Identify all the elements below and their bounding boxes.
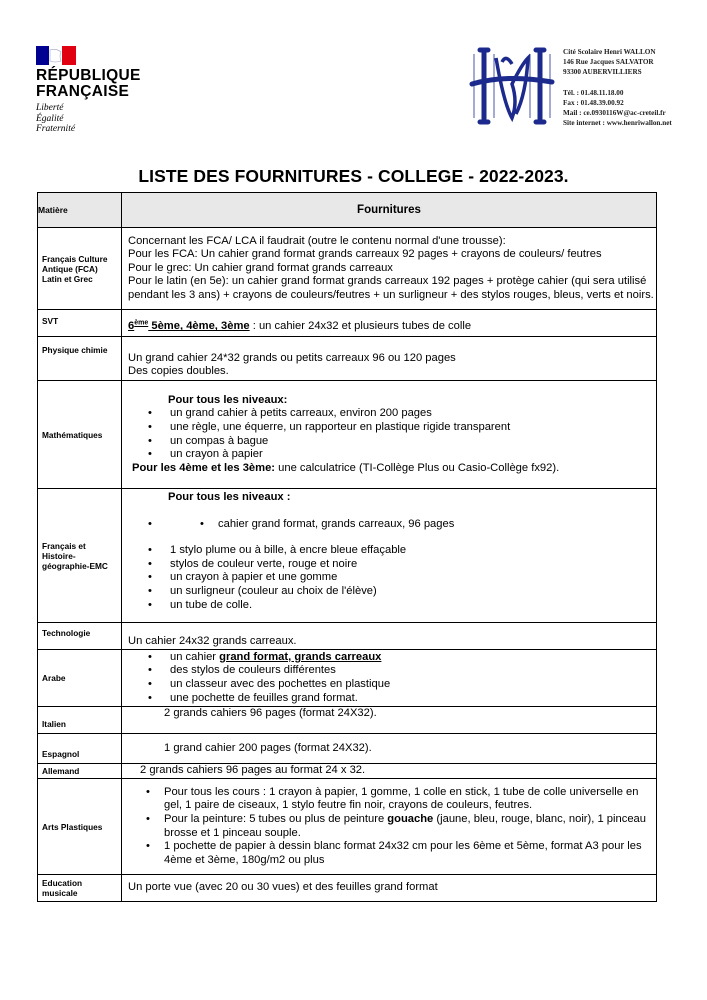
maths-list [128, 407, 656, 461]
school-address-2: 93300 AUBERVILLIERS [563, 68, 642, 77]
subject-cell: Technologie [38, 623, 122, 650]
subject-cell: Arabe [38, 650, 122, 707]
list-item: • Pour tous les cours : 1 crayon à papier, 1 gomme, 1 colle en stick, 1 tube de colle universelle en gel, 1 paire de ciseaux, 1 stylo feutre fin noir, crayons de couleurs, feutres. [128, 786, 656, 813]
maths-heading: Pour tous les niveaux: [168, 393, 288, 406]
motto-liberte: Liberté [36, 103, 64, 113]
svt-text: : un cahier 24x32 et plusieurs tubes de colle [249, 320, 472, 333]
table-header-row [38, 193, 657, 228]
subject-cell: SVT [38, 310, 122, 337]
list-item: • • cahier grand format, grands carreaux, 96 pages [128, 518, 656, 532]
school-website: Site internet : www.henriwallon.net [563, 119, 672, 128]
subject-cell: Mathématiques [38, 381, 122, 489]
table-row-arabe [38, 650, 657, 707]
supplies-cell: 2 grands cahiers 96 pages au format 24 x 32. [122, 764, 657, 779]
marianne-flag-icon [36, 46, 76, 65]
supplies-cell [122, 650, 657, 707]
supplies-cell [122, 310, 657, 337]
arts-item2-bold: gouache [387, 812, 434, 825]
arts-item2-b: (jaune, bleu, rouge, blanc, noir), 1 pinceau brosse et 1 pinceau souple. [164, 812, 646, 839]
supplies-cell [122, 228, 657, 310]
henri-wallon-logo [466, 44, 558, 130]
school-name: Cité Scolaire Henri WALLON [563, 48, 656, 56]
list-item: • une règle, une équerre, un rapporteur en plastique rigide transparent [128, 421, 656, 435]
header-supplies: Fournitures [122, 193, 657, 228]
fhg-list [128, 544, 656, 612]
list-item [128, 813, 656, 840]
subject-cell: Italien [38, 707, 122, 734]
table-row-svt [38, 310, 657, 337]
list-item [128, 651, 656, 665]
school-contact-info [563, 47, 672, 128]
table-row-espagnol [38, 734, 657, 764]
physique-line-2: Des copies doubles. [128, 365, 229, 378]
school-tel: Tél. : 01.48.11.18.00 [563, 88, 624, 97]
table-row-italien [38, 707, 657, 734]
table-row-musique [38, 875, 657, 902]
subject-cell: Espagnol [38, 734, 122, 764]
table-row-allemand [38, 764, 657, 779]
table-row-fca [38, 228, 657, 310]
supplies-cell [122, 489, 657, 623]
republic-name-line2: FRANÇAISE [36, 83, 130, 100]
republic-motto [36, 103, 146, 135]
list-item: • un surligneur (couleur au choix de l'élève) [128, 585, 656, 599]
arabe-list [128, 651, 656, 705]
arabe-first-plain: un cahier [170, 650, 220, 663]
school-fax: Fax : 01.48.39.00.92 [563, 98, 624, 107]
list-item: • un crayon à papier [128, 448, 656, 462]
school-mail: Mail : ce.0930116W@ac-creteil.fr [563, 109, 666, 118]
fca-line-4: Pour le latin (en 5e): un cahier grand format grands carreaux 192 pages + protège cahier (qui sera utilisé pendant les 3 ans) + crayons de couleurs/feutres + un surligneur + des stylos rouges, bleus, verts et noirs. [128, 275, 654, 301]
supplies-cell: 1 grand cahier 200 pages (format 24X32). [122, 734, 657, 764]
fca-line-1: Concernant les FCA/ LCA il faudrait (outre le contenu normal d'une trousse): [128, 234, 506, 247]
republique-francaise-logo [36, 46, 146, 135]
table-row-arts [38, 779, 657, 875]
subject-cell: Allemand [38, 764, 122, 779]
subject-cell: Physique chimie [38, 337, 122, 381]
subject-cell: Français Culture Antique (FCA) Latin et Grec [38, 228, 122, 310]
svt-levels: 5ème, 4ème, 3ème [148, 320, 250, 333]
physique-line-1: Un grand cahier 24*32 grands ou petits carreaux 96 ou 120 pages [128, 351, 456, 364]
list-item: • un tube de colle. [128, 599, 656, 613]
list-item: • 1 pochette de papier à dessin blanc format 24x32 cm pour les 6ème et 5ème, format A3 pour les 4ème et 3ème, 180g/m2 ou plus [128, 840, 656, 867]
list-item: • 1 stylo plume ou à bille, à encre bleue effaçable [128, 544, 656, 558]
maths-levels-label: Pour les 4ème et les 3ème: [132, 461, 276, 474]
arts-item2-a: Pour la peinture: 5 tubes ou plus de peinture [164, 812, 388, 825]
supplies-cell [122, 381, 657, 489]
table-row-physique [38, 337, 657, 381]
header-subject: Matière [38, 193, 122, 228]
school-address-1: 146 Rue Jacques SALVATOR [563, 58, 654, 67]
maths-levels-text: une calculatrice (TI-Collège Plus ou Casio-Collège fx92). [275, 461, 560, 474]
svt-level-sup: ème [134, 319, 149, 327]
table-row-maths [38, 381, 657, 489]
maths-levels [128, 462, 656, 476]
list-item: • une pochette de feuilles grand format. [128, 692, 656, 706]
republic-name-line1: RÉPUBLIQUE [36, 67, 141, 84]
page-title: LISTE DES FOURNITURES - COLLEGE - 2022-2023. [138, 166, 569, 186]
arabe-first-bold: grand format, grands carreaux [219, 650, 382, 663]
list-item: • un classeur avec des pochettes en plastique [128, 678, 656, 692]
supplies-cell: Un cahier 24x32 grands carreaux. [122, 623, 657, 650]
supplies-cell: 2 grands cahiers 96 pages (format 24X32). [122, 707, 657, 734]
list-item: • des stylos de couleurs différentes [128, 664, 656, 678]
motto-egalite: Égalité [36, 113, 64, 124]
table-row-francais-hg [38, 489, 657, 623]
list-item: • un compas à bague [128, 435, 656, 449]
subject-cell: Français et Histoire-géographie-EMC [38, 489, 122, 623]
table-row-technologie [38, 623, 657, 650]
motto-fraternite: Fraternité [36, 124, 76, 134]
subject-cell: Education musicale [38, 875, 122, 902]
fhg-sublist [128, 518, 656, 532]
supplies-cell [122, 779, 657, 875]
subject-cell: Arts Plastiques [38, 779, 122, 875]
list-item: • un crayon à papier et une gomme [128, 571, 656, 585]
supplies-cell: Un porte vue (avec 20 ou 30 vues) et des feuilles grand format [122, 875, 657, 902]
list-item: • stylos de couleur verte, rouge et noire [128, 558, 656, 572]
fhg-sub-item: cahier grand format, grands carreaux, 96 pages [218, 517, 455, 530]
fca-line-2: Pour les FCA: Un cahier grand format grands carreaux 92 pages + crayons de couleurs/ feutres [128, 248, 602, 261]
list-item: • un grand cahier à petits carreaux, environ 200 pages [128, 407, 656, 421]
supplies-cell [122, 337, 657, 381]
arts-list [128, 786, 656, 868]
supplies-table [37, 192, 657, 902]
fhg-heading: Pour tous les niveaux : [168, 491, 291, 503]
fca-line-3: Pour le grec: Un cahier grand format grands carreaux [128, 261, 393, 274]
svt-level-6: 6 [128, 320, 135, 333]
